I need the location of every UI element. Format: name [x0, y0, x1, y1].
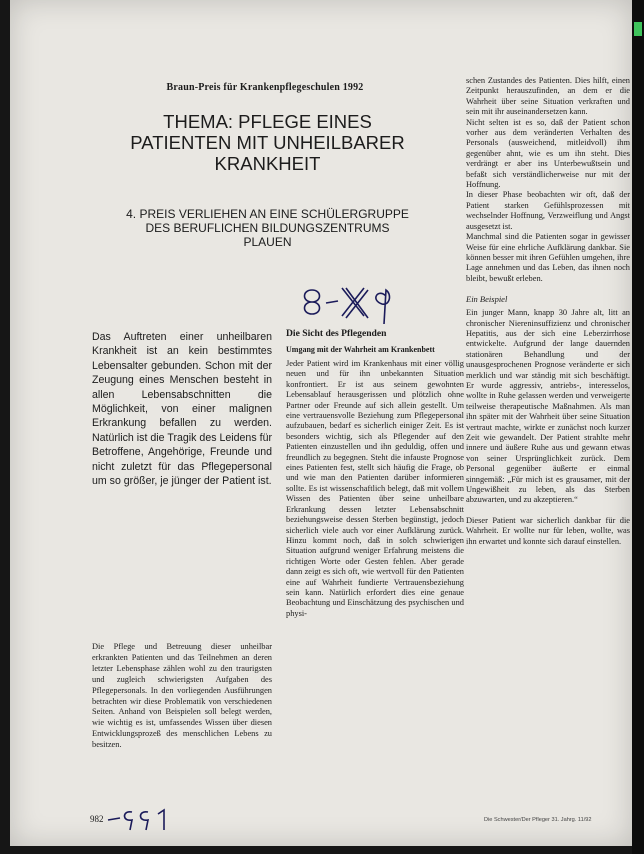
example-heading: Ein Beispiel [466, 294, 508, 305]
example-paragraph: Ein junger Mann, knapp 30 Jahre alt, litt an chronischer Niereninsuffizienz und chronischer Hepatitis, aus der sich eine Leberzirrhose entwickelte. Aufgrund der lange dauernden stationären Behandlung und der unausgesprochenen Prognose veränderte er sich merklich und war ständig mit sich beschäftigt. Er wurde aggressiv, antriebs-, interesselos, wollte in Ruhe gelassen werden und verweigerte teilweise therapeutische Maßnahmen. Als man ihn später mit der Wahrheit über seine Situation vertraut machte, wirkte er zunächst noch kurzer Zeit wie gewandelt. Der Patient strahlte mehr innere und äußere Ruhe aus und gewann etwas von seiner Ursprünglichkeit zurück. Dem Personal gegenüber äußerte er einmal sinngemäß: „Für mich ist es grausamer, mit der Ungewißheit zu leben, als das Sterben abzuwarten, und zu akzeptieren.“ [466, 308, 630, 505]
subtitle-line: DES BERUFLICHEN BILDUNGSZENTRUMS [145, 221, 390, 235]
magazine-page [10, 0, 632, 846]
article-subtitle [80, 207, 455, 249]
column-three [466, 76, 630, 547]
body-paragraph: Jeder Patient wird im Krankenhaus mit einer völlig neuen und für ihn unbekannten Situation konfrontiert. Er ist aus seinem gewohnten Lebensablauf herausgerissen und plötzlich ohne Partner oder Freunde auf sich allein gestellt. Um eine vertrauensvolle Beziehung zum Pflegepersonal aufzubauen, bedarf es sicherlich einiger Zeit. Es ist besonders wichtig, sich als Pflegender auf den Patienten einzustellen und ihn geduldig, offen und freundlich zu begegnen. Steht die infauste Prognose eines Patienten fest, stellt sich häufig die Frage, ob und wie man den Patienten darüber informieren sollte. Es ist wissenschaftlich belegt, daß mit vollem Wissen des Patienten über seine unheilbare Erkrankung dessen letzter Lebensabschnitt beziehungsweise dessen Sterben begünstigt, jedoch sicherlich viele auch vor einer Aufklärung zurück. Hinzu kommt noch, daß in solch schwierigen Situation aufgrund weniger Erfahrung meistens die richtigen Worte oder Gesten fehlen. Aber gerade dann zeigt es sich oft, wie wertvoll für den Patienten eine auf Wahrheit fundierte Vertrauensbeziehung sein kann. Natürlich erfordert dies eine genaue Beobachtung und Einschätzung des psychischen und physi- [286, 359, 464, 618]
subtitle-line: PLAUEN [243, 235, 292, 249]
subtitle-line: 4. PREIS VERLIEHEN AN EINE SCHÜLERGRUPPE [126, 207, 409, 221]
title-line: THEMA: PFLEGE EINES [163, 111, 372, 132]
section-heading: Die Sicht des Pflegenden [286, 328, 387, 339]
article-title [90, 111, 445, 174]
green-tab-marker [634, 22, 642, 36]
body-paragraph: In dieser Phase beobachten wir oft, daß der Patient starken Gefühlsprozessen mit wechselnder Hoffnung, Verzweiflung und Angst ausgesetzt ist. [466, 190, 630, 231]
handwritten-mark [298, 282, 418, 330]
intro-paragraph: Das Auftreten einer unheilbaren Krankheit ist an kein bestimmtes Lebensalter gebunden. Schon mit der Zeugung eines Menschen besteht in allen Lebensabschnitten die Möglichkeit, von einer malignen Erkrankung befallen zu werden. Natürlich ist die Tragik des Leidens für Betroffene, Angehörige, Freunde und nicht zuletzt für das Pflegepersonal um so größer, je jünger der Patient ist. [92, 331, 272, 488]
body-paragraph: Manchmal sind die Patienten sogar in gewisser Weise für eine ehrliche Aufklärung dankbar. Sie können besser mit ihren Gefühlen umgehen, ihre Lage annehmen und das Leben, das ihnen noch bleibt, bewußt erleben. [466, 232, 630, 283]
body-paragraph: Nicht selten ist es so, daß der Patient schon vorher aus dem veränderten Verhalten des Personals (ausweichend, mitleidvoll) ihm gegenüber ahnt, wie es um ihn steht. Dies verdrängt er aber ins Unterbewußtsein und befaßt sich verständlicherweise nur mit der Hoffnung. [466, 117, 630, 190]
title-line: PATIENTEN MIT UNHEILBARER [130, 132, 405, 153]
award-kicker: Braun-Preis für Krankenpflegeschulen 1992 [166, 82, 364, 93]
page-number: 982 [90, 814, 104, 824]
section-subheading: Umgang mit der Wahrheit am Krankenbett [286, 345, 435, 354]
column-two [286, 328, 464, 619]
body-paragraph: schen Zustandes des Patienten. Dies hilft, einen Zeitpunkt herauszufinden, an dem er die Wahrheit über seine Situation verkraften und sein mit ihr auseinandersetzen kann. [466, 76, 630, 117]
closing-paragraph: Dieser Patient war sicherlich dankbar für die Wahrheit. Er wollte nur für leben, wollte, was ihn erwartet und konnte sich darauf einstellen. [466, 515, 630, 546]
footer-source: Die Schwester/Der Pfleger 31. Jahrg. 11/92 [484, 817, 592, 823]
title-line: KRANKHEIT [214, 153, 321, 174]
lower-left-paragraph: Die Pflege und Betreuung dieser unheilbar erkrankten Patienten und das Teilnehmen an deren letzter Lebensphase zählen wohl zu den traurigsten und zugleich schwierigsten Aufgaben des Pflegepersonals. In den vorliegenden Ausführungen betrachten wir diese Problematik von verschiedenen Seiten. Anhand von Beispielen soll belegt werden, wie wichtig es ist, umfassendes Wissen über diesen Entwicklungsprozeß des menschlichen Lebens zu besitzen. [92, 642, 272, 750]
scan-edge [632, 0, 644, 854]
handwritten-page-number [106, 806, 176, 832]
